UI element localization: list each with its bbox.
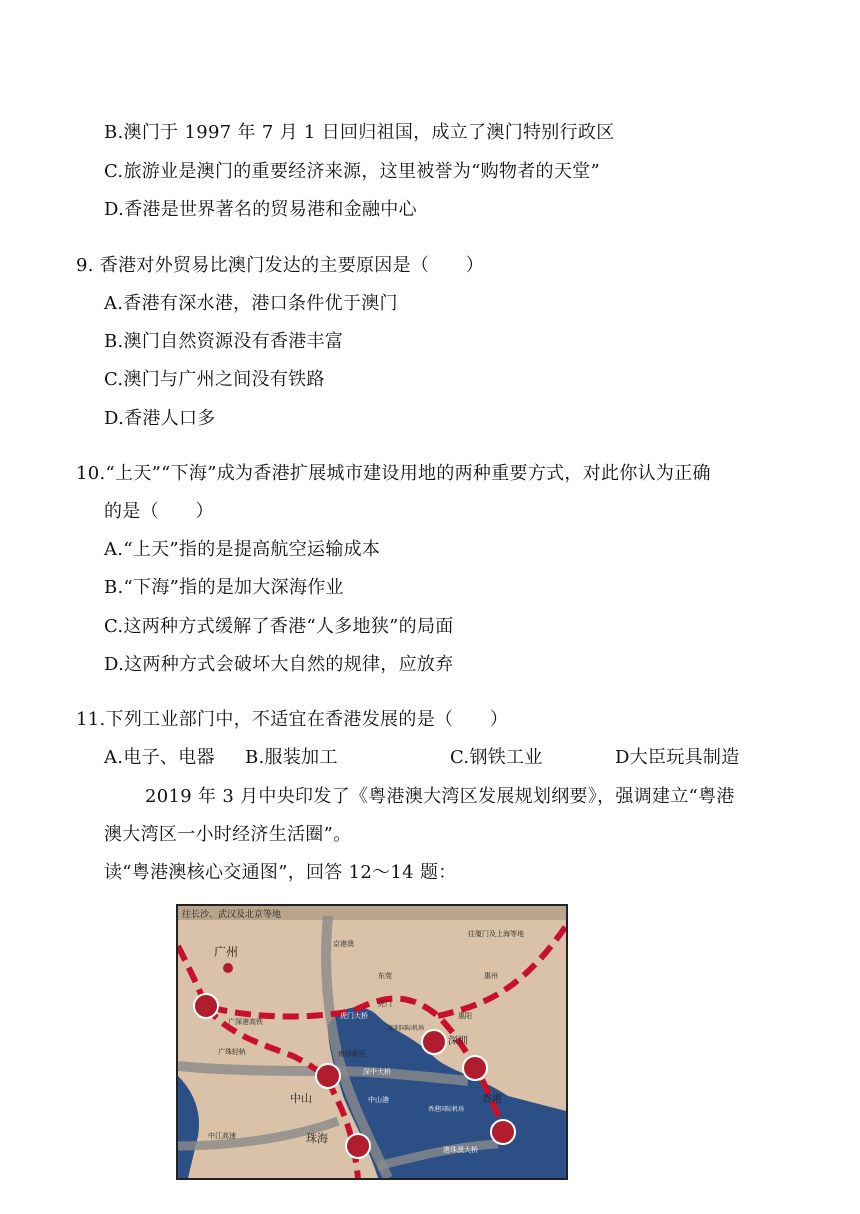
map-label-zhongshan: 中山 bbox=[290, 1092, 312, 1105]
q11-option-d: D大臣玩具制造 bbox=[615, 747, 740, 768]
map-label-shenzhong-bridge: 深中大桥 bbox=[363, 1068, 391, 1076]
map-label-zhongjiang: 中江高速 bbox=[208, 1132, 236, 1140]
q8-option-b: B.澳门于 1997 年 7 月 1 日回归祖国，成立了澳门特别行政区 bbox=[104, 122, 615, 143]
map-label-hk-airport: 香港国际机场 bbox=[428, 1106, 465, 1113]
q10-option-b: B.“下海”指的是加大深海作业 bbox=[104, 577, 344, 598]
q9-stem: 9. 香港对外贸易比澳门发达的主要原因是（ ） bbox=[76, 255, 485, 276]
q10-stem-line1: 10.“上天”“下海”成为香港扩展城市建设用地的两种重要方式，对此你认为正确 bbox=[76, 463, 711, 484]
q11-option-c: C.钢铁工业 bbox=[450, 747, 543, 768]
q9-option-a: A.香港有深水港，港口条件优于澳门 bbox=[104, 293, 398, 314]
map-station-shenzhen-north bbox=[422, 1030, 446, 1054]
map-label-hzm-bridge: 港珠澳大桥 bbox=[443, 1146, 478, 1154]
q9-option-d: D.香港人口多 bbox=[104, 408, 216, 429]
map-label-zhongshan-port: 中山港 bbox=[368, 1096, 389, 1104]
map-label-jinggangao: 京港澳 bbox=[333, 940, 354, 948]
q11-option-b: B.服装加工 bbox=[245, 747, 338, 768]
passage-line3: 读“粤港澳核心交通图”，回答 12～14 题： bbox=[104, 862, 457, 883]
transport-map-svg bbox=[178, 906, 566, 1178]
passage-line2: 澳大湾区一小时经济生活圈”。 bbox=[104, 824, 352, 845]
q8-option-c: C.旅游业是澳门的重要经济来源，这里被誉为“购物者的天堂” bbox=[104, 161, 600, 182]
map-label-zhuhai: 珠海 bbox=[306, 1132, 328, 1145]
q11-option-a: A.电子、电器 bbox=[104, 747, 215, 768]
map-station-futian bbox=[463, 1056, 487, 1080]
map-label-nansha: 南沙新区 bbox=[338, 1050, 366, 1058]
map-label-guangzhou: 广州 bbox=[214, 945, 239, 959]
map-label-xiamen-shanghai: 往厦门及上海等地 bbox=[468, 930, 524, 938]
map-label-shenzhen: 深圳 bbox=[448, 1036, 468, 1047]
map-label-huiyang: 惠阳 bbox=[458, 1012, 472, 1020]
q9-option-c: C.澳门与广州之间没有铁路 bbox=[104, 369, 325, 390]
transport-map bbox=[176, 904, 568, 1180]
map-station-west-kowloon bbox=[491, 1120, 515, 1144]
map-label-hongkong: 香港 bbox=[482, 1094, 502, 1105]
map-label-huizhou: 惠州 bbox=[484, 972, 498, 980]
map-label-humen-bridge: 虎门大桥 bbox=[340, 1012, 368, 1020]
map-label-shenzhen-airport: 深圳国际机场 bbox=[388, 1025, 425, 1032]
map-label-dongguan: 东莞 bbox=[378, 972, 392, 980]
q10-option-a: A.“上天”指的是提高航空运输成本 bbox=[104, 539, 381, 560]
map-city-guangzhou-dot bbox=[223, 963, 233, 973]
q9-option-b: B.澳门自然资源没有香港丰富 bbox=[104, 331, 344, 352]
q10-stem-line2: 的是（ ） bbox=[104, 501, 214, 522]
map-station-guangzhou-south bbox=[194, 994, 218, 1018]
passage-line1: 2019 年 3 月中央印发了《粤港澳大湾区发展规划纲要》，强调建立“粤港 bbox=[145, 786, 735, 807]
map-station-zhuhai-north bbox=[346, 1134, 370, 1158]
q8-option-d: D.香港是世界著名的贸易港和金融中心 bbox=[104, 199, 417, 220]
q11-stem: 11.下列工业部门中，不适宜在香港发展的是（ ） bbox=[76, 709, 509, 730]
q10-option-d: D.这两种方式会破坏大自然的规律，应放弃 bbox=[104, 654, 454, 675]
map-label-humen: 虎门 bbox=[378, 1000, 392, 1008]
q10-option-c: C.这两种方式缓解了香港“人多地狭”的局面 bbox=[104, 616, 454, 637]
map-label-gz-sz-hk-rail: 广深港高铁 bbox=[228, 1018, 263, 1026]
map-label-top-banner: 往长沙、武汉及北京等地 bbox=[182, 910, 282, 920]
map-label-guangzhu-rail: 广珠轻轨 bbox=[218, 1048, 246, 1056]
map-station-zhongshan-north bbox=[316, 1064, 340, 1088]
